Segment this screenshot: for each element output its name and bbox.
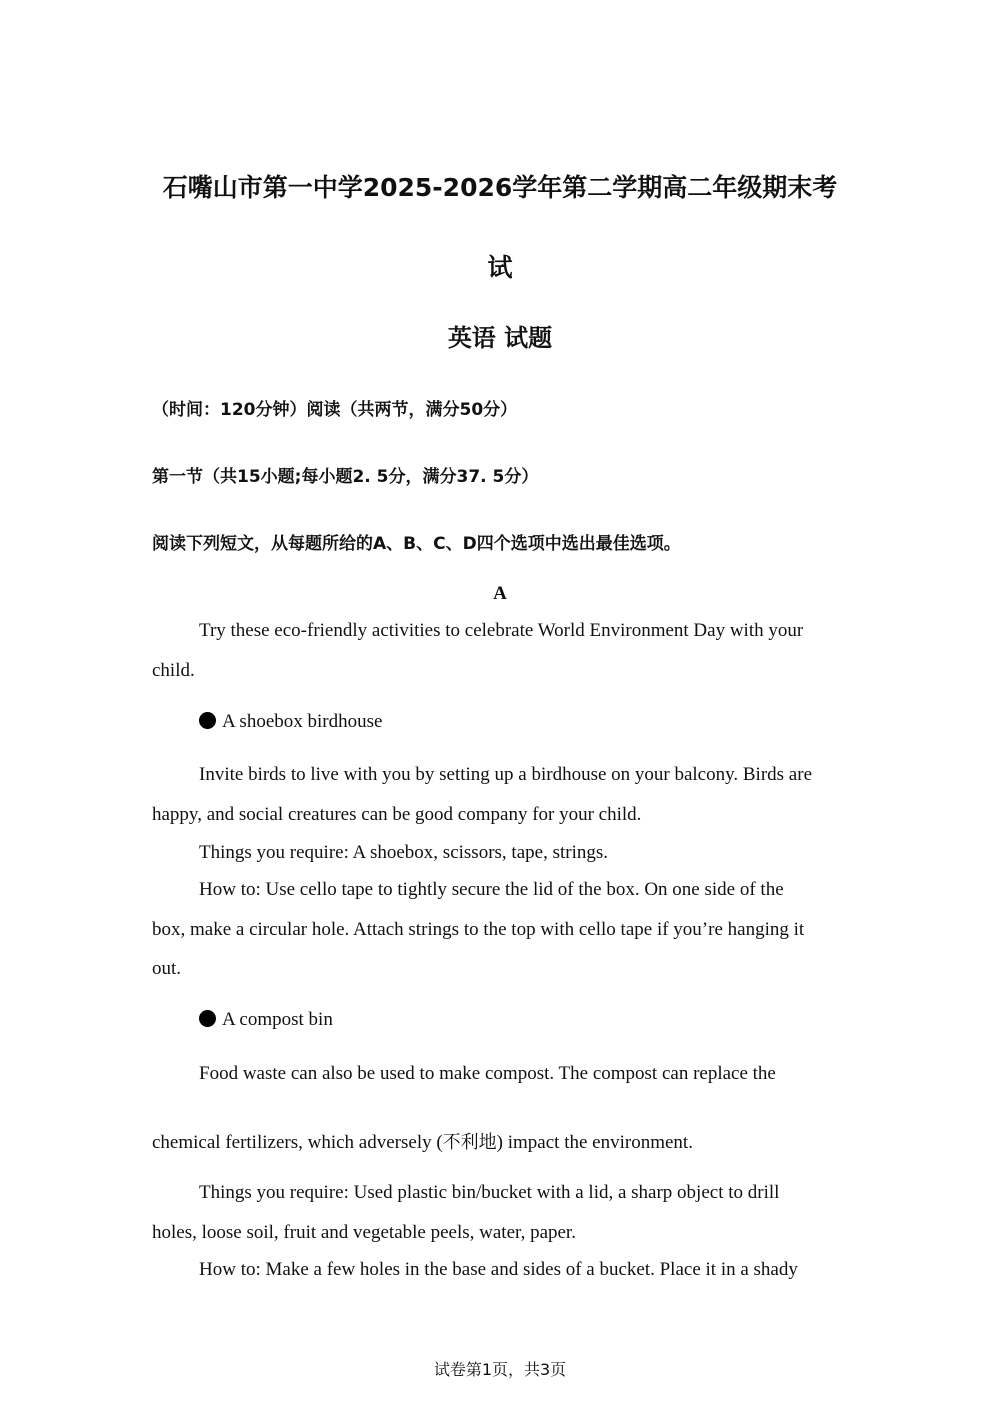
- text-segment: chemical fertilizers, which adversely (: [152, 1132, 443, 1153]
- paragraph-line: happy, and social creatures can be good company for your child.: [152, 804, 642, 825]
- item-heading-text: A shoebox birdhouse: [222, 711, 383, 732]
- page-footer: 试卷第1页，共3页: [433, 1360, 567, 1379]
- requirements-line: Things you require: Used plastic bin/bucket with a lid, a sharp object to drill: [199, 1182, 780, 1203]
- paragraph-line: Food waste can also be used to make compost. The compost can replace the: [199, 1063, 776, 1084]
- howto-line: How to: Make a few holes in the base and sides of a bucket. Place it in a shady: [199, 1259, 798, 1280]
- intro-line: child.: [152, 660, 195, 681]
- intro-line: Try these eco-friendly activities to celebrate World Environment Day with your: [199, 620, 804, 641]
- item-heading-text: A compost bin: [222, 1009, 333, 1030]
- passage-letter: A: [493, 583, 507, 604]
- exam-title-line2: 试: [487, 253, 513, 282]
- exam-title-line1: 石嘴山市第一中学2025-2026学年第二学期高二年级期末考: [162, 173, 838, 202]
- time-info: （时间：120分钟）阅读（共两节，满分50分）: [152, 400, 518, 420]
- howto-line: box, make a circular hole. Attach strings to the top with cello tape if you’re hanging it: [152, 919, 805, 940]
- requirements-line: holes, loose soil, fruit and vegetable peels, water, paper.: [152, 1222, 576, 1243]
- section-info: 第一节（共15小题;每小题2. 5分，满分37. 5分）: [152, 467, 539, 487]
- paragraph-line: [152, 1128, 693, 1154]
- chinese-gloss: 不利地: [442, 1132, 497, 1153]
- text-segment: ) impact the environment.: [496, 1132, 693, 1153]
- requirements-line: Things you require: A shoebox, scissors, tape, strings.: [199, 842, 608, 863]
- bullet-icon: [199, 1010, 216, 1027]
- howto-line: out.: [152, 958, 182, 979]
- subject-title: 英语 试题: [447, 324, 553, 352]
- paragraph-line: Invite birds to live with you by setting up a birdhouse on your balcony. Birds are: [199, 764, 813, 785]
- item-heading-birdhouse: [199, 711, 382, 733]
- bullet-icon: [199, 712, 216, 729]
- howto-line: How to: Use cello tape to tightly secure the lid of the box. On one side of the: [199, 879, 784, 900]
- directions: 阅读下列短文，从每题所给的A、B、C、D四个选项中选出最佳选项。: [152, 534, 681, 554]
- item-heading-compost: [199, 1009, 333, 1031]
